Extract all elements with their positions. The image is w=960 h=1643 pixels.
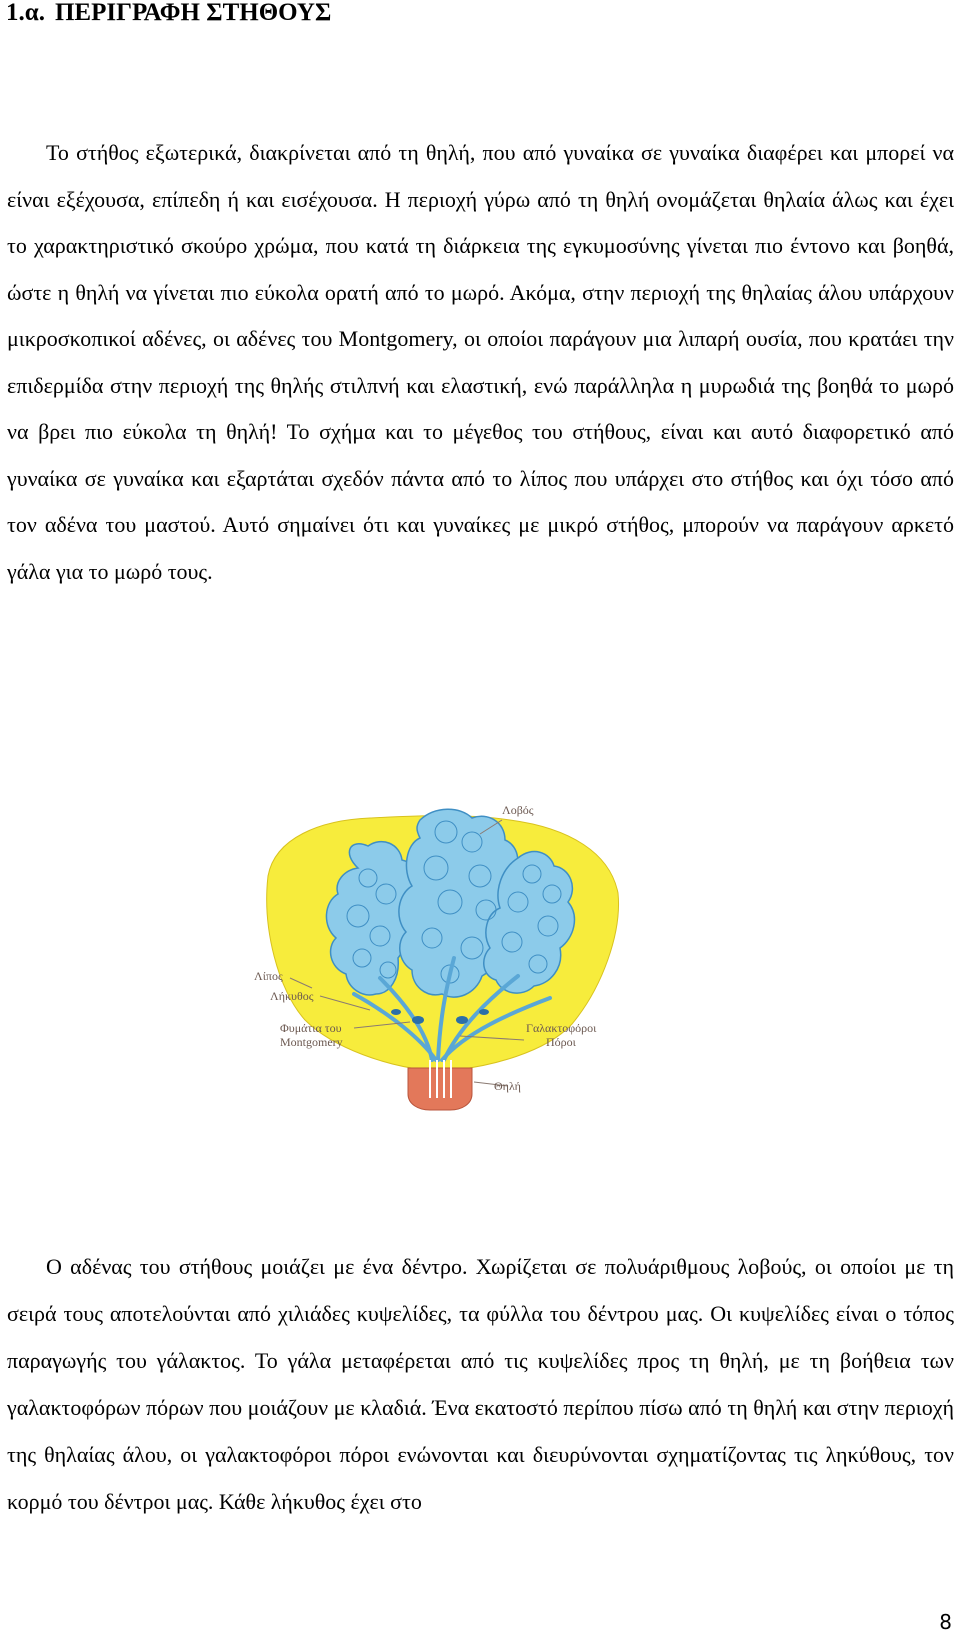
breast-anatomy-diagram: [250, 798, 640, 1138]
label-ducts-line1: Γαλακτοφόροι: [526, 1021, 597, 1035]
label-sinus: Λήκυθος: [270, 989, 314, 1003]
breast-anatomy-figure: [250, 798, 640, 1138]
label-nipple: Θηλή: [494, 1079, 521, 1093]
section-heading: [6, 0, 331, 26]
nipple: [408, 1068, 472, 1110]
section-title: ΠΕΡΙΓΡΑΦΗ ΣΤΗΘΟΥΣ: [54, 0, 332, 26]
label-lobe: Λοβός: [502, 803, 534, 817]
section-number: 1.α.: [6, 0, 45, 26]
label-montgomery-line2: Montgomery: [280, 1035, 343, 1049]
label-montgomery-line1: Φυμάτια του: [280, 1021, 342, 1035]
label-fat: Λίπος: [254, 969, 283, 983]
paragraph-breast-description: Το στήθος εξωτερικά, διακρίνεται από τη θηλή, που από γυναίκα σε γυναίκα διαφέρει και μπορεί να είναι εξέχουσα, επίπεδη ή και εισέχουσα. Η περιοχή γύρω από τη θηλή ονομάζεται θηλαία άλως και έχει το χαρακτηριστικό σκούρο χρώμα, που κατά τη διάρκεια της εγκυμοσύνης γίνεται πιο έντονο και βοηθά, ώστε η θηλή να γίνεται πιο εύκολα ορατή από το μωρό. Ακόμα, στην περιοχή της θηλαίας άλου υπάρχουν μικροσκοπικοί αδένες, οι αδένες του Montgomery, οι οποίοι παράγουν μια λιπαρή ουσία, που κρατάει την επιδερμίδα στην περιοχή της θηλής στιλπνή και ελαστική, ενώ παράλληλα η μυρωδιά της βοηθά το μωρό να βρει πιο εύκολα τη θηλή! Το σχήμα και το μέγεθος του στήθους, είναι και αυτό διαφορετικό από γυναίκα σε γυναίκα και εξαρτάται σχεδόν πάντα από το λίπος που υπάρχει στο στήθος και όχι τόσο από τον αδένα του μαστού. Αυτό σημαίνει ότι και γυναίκες με μικρό στήθος, μπορούν να παράγουν αρκετό γάλα για το μωρό τους.: [7, 140, 954, 584]
paragraph-gland-tree: Ο αδένας του στήθους μοιάζει με ένα δέντρο. Χωρίζεται σε πολυάριθμους λοβούς, οι οποίοι με τη σειρά τους αποτελούνται από χιλιάδες κυψελίδες, τα φύλλα του δέντρου μας. Οι κυψελίδες είναι ο τόπος παραγωγής του γάλακτος. Το γάλα μεταφέρεται από τις κυψελίδες προς τη θηλή, με τη βοήθεια των γαλακτοφόρων πόρων που μοιάζουν με κλαδιά. Ένα εκατοστό περίπου πίσω από τη θηλή και στην περιοχή της θηλαίας άλου, οι γαλακτοφόροι πόροι ενώνονται και διευρύνονται σχηματίζοντας τις ληκύθους, τον κορμό του δέντροι μας. Κάθε λήκυθος έχει στο: [7, 1254, 954, 1514]
page-number: 8: [939, 1610, 952, 1634]
label-ducts-line2: Πόροι: [546, 1035, 576, 1049]
